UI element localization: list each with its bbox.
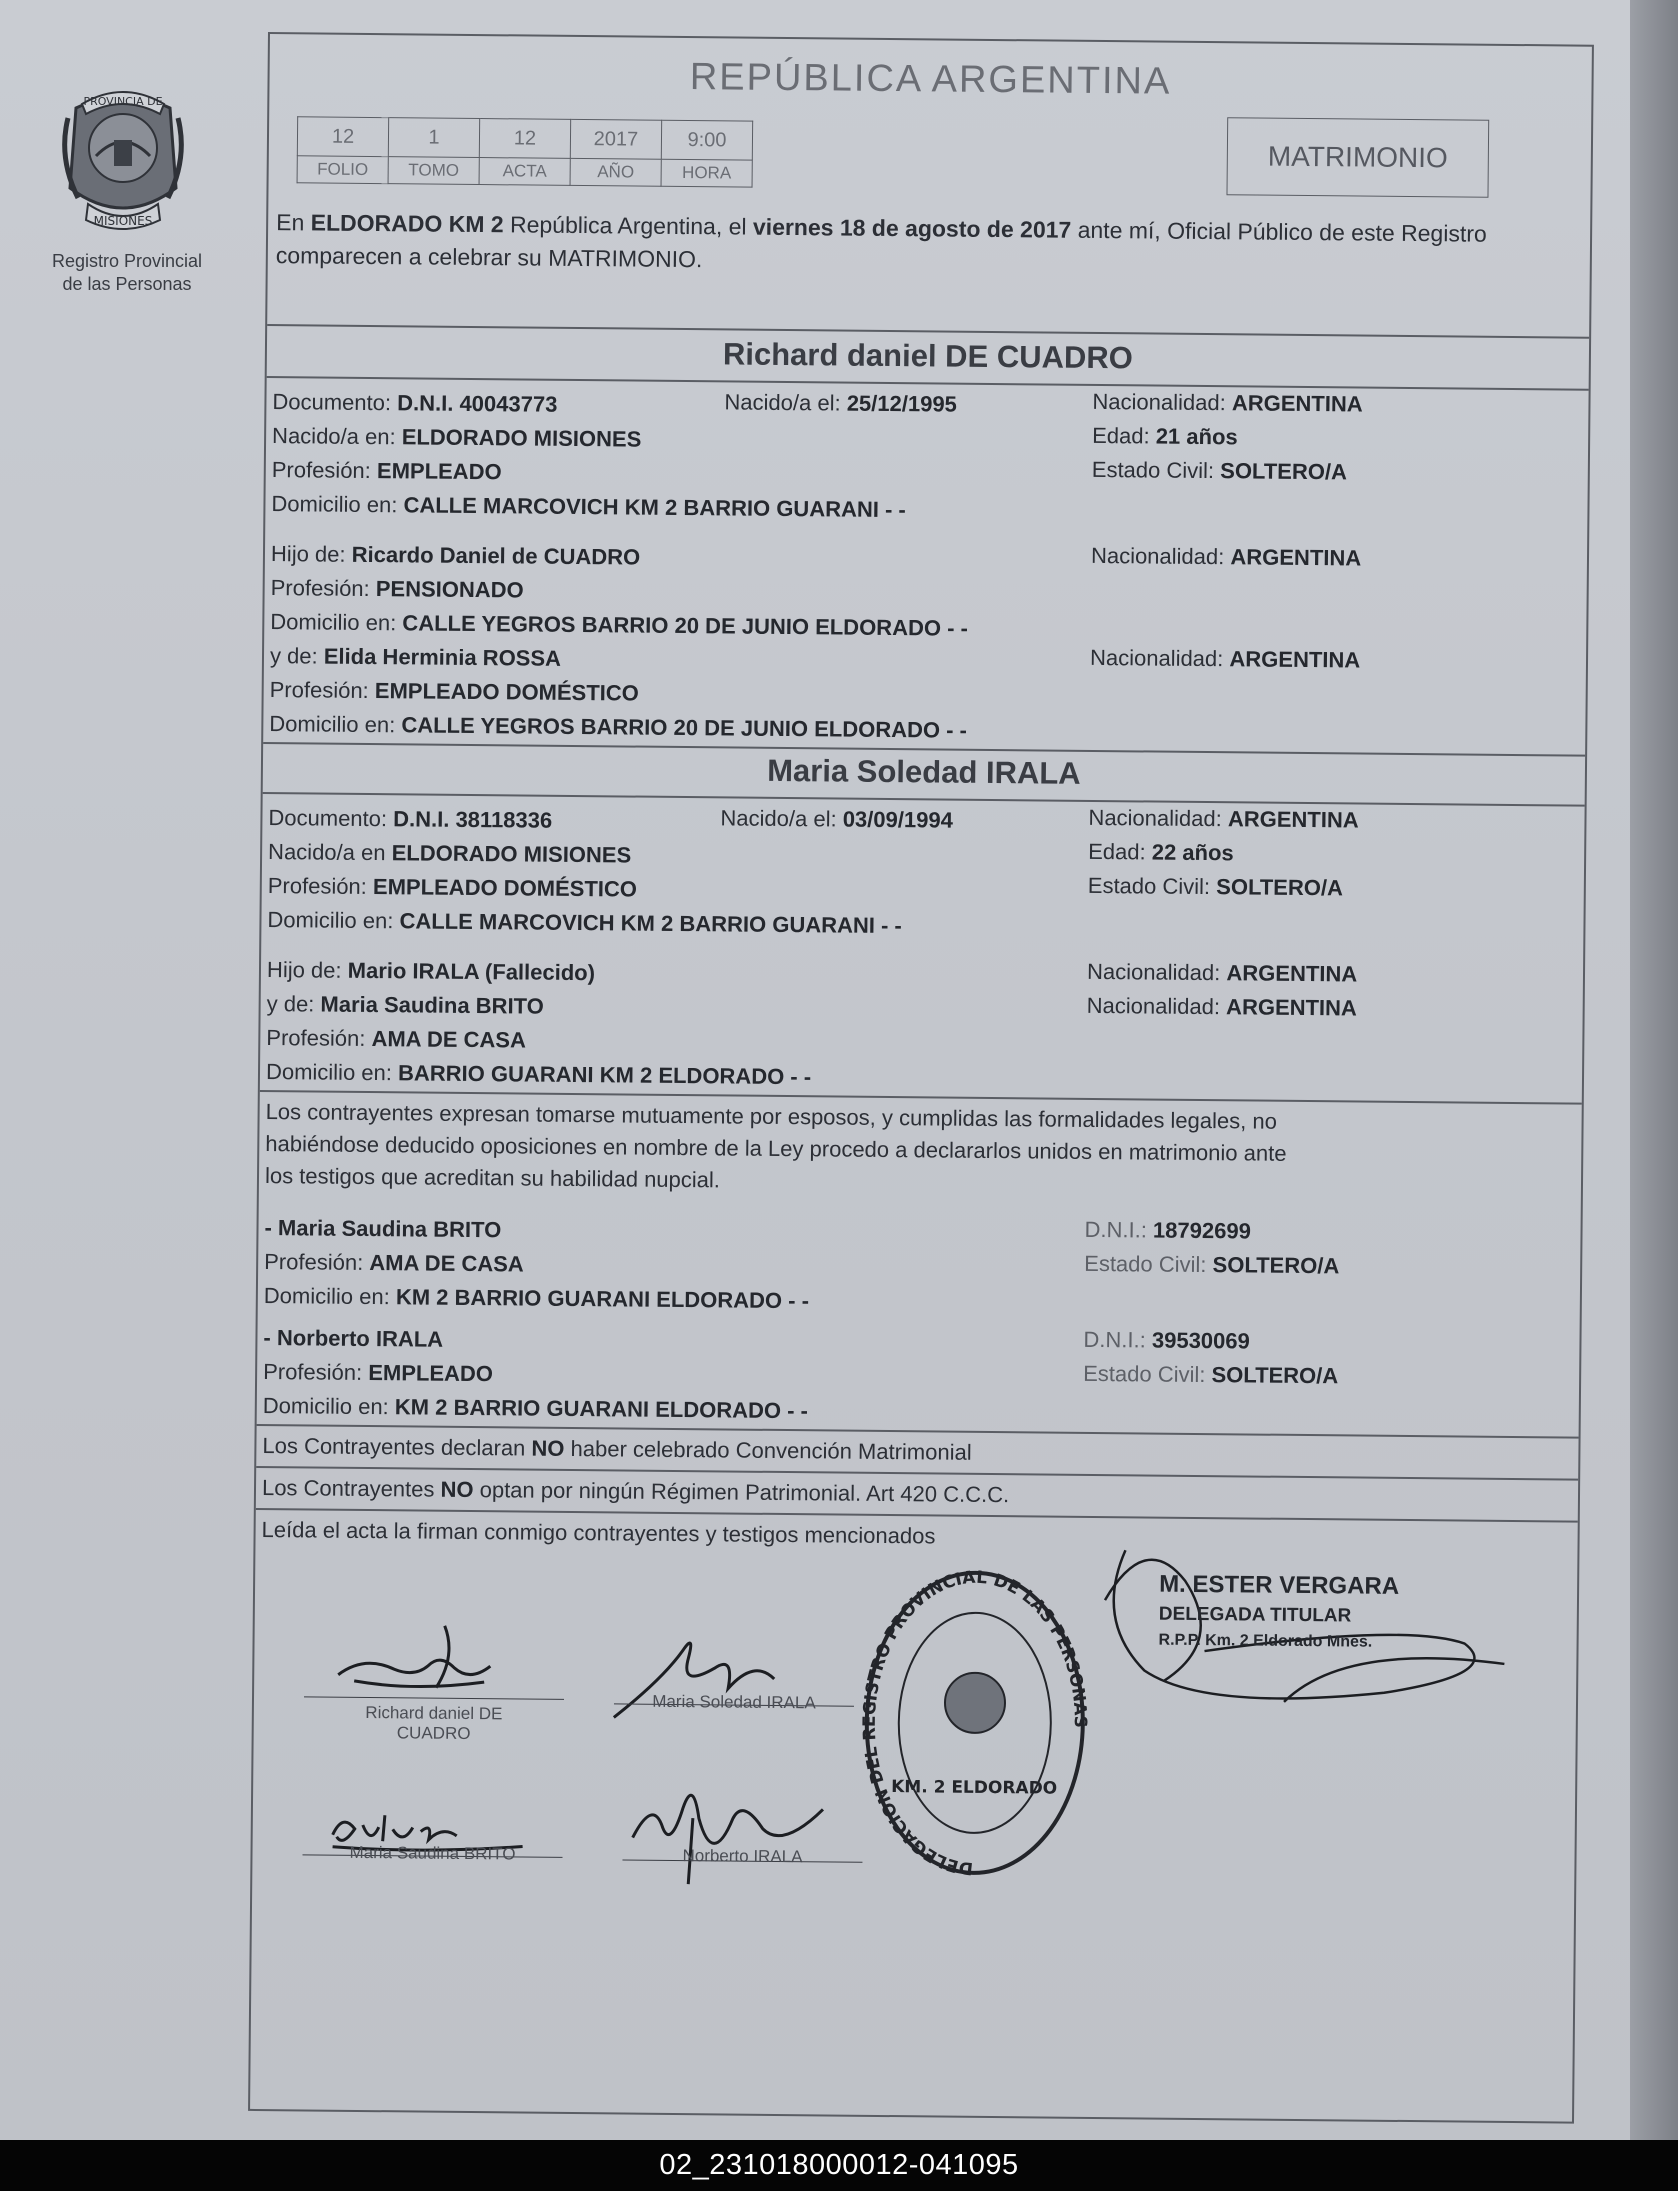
groom-profession: Profesión: EMPLEADO [271,457,502,485]
officer-name: M. ESTER VERGARA [1159,1570,1400,1600]
witness-2-dni: D.N.I.: 39530069 [1083,1326,1250,1354]
bride-mother-profession: Profesión: AMA DE CASA [266,1025,527,1053]
groom-nationality: Nacionalidad: ARGENTINA [1092,388,1363,417]
image-code: 02_231018000012-041095 [659,2149,1019,2181]
svg-text:PROVINCIA DE: PROVINCIA DE [83,95,163,108]
declaration-line-2: habiéndose deducido oposiciones en nombre de la Ley procedo a declararlos unidos en matrimonio ante [265,1131,1287,1166]
bride-profession: Profesión: EMPLEADO DOMÉSTICO [267,873,638,902]
folio-label: FOLIO [297,156,388,184]
place: ELDORADO KM 2 [310,209,504,238]
groom-father-address: Domicilio en: CALLE YEGROS BARRIO 20 DE JUNIO ELDORADO - - [270,609,969,641]
groom-signature-icon [324,1595,505,1707]
witness-2-signature-name: Norberto IRALA [682,1846,803,1867]
marriage-certificate [248,32,1594,2124]
bride-nationality: Nacionalidad: ARGENTINA [1088,804,1359,833]
provincial-seal-icon [48,78,198,238]
officer-stamp [1104,1530,1506,1704]
hour-value: 9:00 [661,120,752,160]
acta-value: 12 [479,119,570,159]
record-reference-table [297,116,754,187]
officer-title: DELEGADA TITULAR [1158,1603,1352,1627]
declaration-line-1: Los contrayentes expresan tomarse mutuamente por esposos, y cumplidas las formalidades legales, no [265,1099,1278,1134]
bride-birthplace: Nacido/a en ELDORADO MISIONES [268,839,632,868]
groom-mother-address: Domicilio en: CALLE YEGROS BARRIO 20 DE JUNIO ELDORADO - - [269,711,968,743]
witness-2-name: - Norberto IRALA [263,1325,444,1352]
intro-paragraph: En ELDORADO KM 2 República Argentina, el viernes 18 de agosto de 2017 ante mí, Oficial Público de este Registro comparecen a celebrar su MATRIMONIO. [275,209,1487,273]
page-edge-shadow [1630,0,1678,2140]
svg-text:DELEGACION DEL REGISTRO PROVIN: DELEGACION DEL REGISTRO PROVINCIAL DE LAS PERSONAS [859,1567,1090,1879]
bride-civil-status: Estado Civil: SOLTERO/A [1087,872,1344,901]
groom-father: Hijo de: Ricardo Daniel de CUADRO [270,541,641,570]
officer-office: R.P.P. Km. 2 Eldorado Mnes. [1158,1631,1373,1651]
document-title: REPÚBLICA ARGENTINA [689,56,1172,103]
svg-text:MISIONES: MISIONES [93,214,153,228]
bride-document: Documento: D.N.I. 38118336 [268,805,553,833]
groom-signature-name: Richard daniel DE CUADRO [365,1703,503,1744]
hour-label: HORA [661,159,752,187]
svg-text:KM. 2 ELDORADO: KM. 2 ELDORADO [891,1777,1058,1799]
bride-mother-nationality: Nacionalidad: ARGENTINA [1086,992,1358,1021]
tomo-label: TOMO [388,157,479,185]
year-label: AÑO [570,158,661,186]
bride-name: Maria Soledad IRALA [767,752,1081,791]
groom-address: Domicilio en: CALLE MARCOVICH KM 2 BARRIO GUARANI - - [271,491,906,523]
declaration-line-3: los testigos que acreditan su habilidad nupcial. [264,1163,721,1193]
groom-civil-status: Estado Civil: SOLTERO/A [1091,456,1348,485]
bride-address: Domicilio en: CALLE MARCOVICH KM 2 BARRIO GUARANI - - [267,907,902,939]
witness-1-address: Domicilio en: KM 2 BARRIO GUARANI ELDORADO - - [263,1283,810,1314]
bride-birth-date: Nacido/a el: 03/09/1994 [720,805,953,833]
document-type-box: MATRIMONIO [1226,117,1489,198]
clause-convention: Los Contrayentes declaran NO haber celebrado Convención Matrimonial [262,1433,972,1465]
groom-father-profession: Profesión: PENSIONADO [270,575,524,603]
witness-1-profession: Profesión: AMA DE CASA [264,1249,524,1277]
closing-statement: Leída el acta la firman conmigo contrayentes y testigos mencionados [261,1517,936,1549]
clause-regime: Los Contrayentes NO optan por ningún Régimen Patrimonial. Art 420 C.C.C. [261,1475,1010,1508]
witness-1-dni: D.N.I.: 18792699 [1084,1216,1251,1244]
groom-mother-nationality: Nacionalidad: ARGENTINA [1089,644,1361,673]
bride-father-nationality: Nacionalidad: ARGENTINA [1086,958,1358,987]
witness-2-signature-icon [622,1757,853,1889]
witness-2-address: Domicilio en: KM 2 BARRIO GUARANI ELDORADO - - [262,1393,809,1424]
bride-age: Edad: 22 años [1088,838,1234,866]
registry-caption: Registro Provincial de las Personas [51,251,203,294]
witness-2-civil-status: Estado Civil: SOLTERO/A [1083,1360,1339,1389]
groom-father-nationality: Nacionalidad: ARGENTINA [1090,542,1362,571]
bride-father: Hijo de: Mario IRALA (Fallecido) [266,957,596,986]
groom-mother-profession: Profesión: EMPLEADO DOMÉSTICO [269,677,639,706]
bride-signature-name: Maria Soledad IRALA [652,1691,816,1713]
witness-1-signature-name: Maria Saudina BRITO [349,1842,516,1864]
folio-value: 12 [297,117,388,157]
bride-mother-address: Domicilio en: BARRIO GUARANI KM 2 ELDORADO - - [265,1059,812,1090]
witness-2-profession: Profesión: EMPLEADO [263,1359,494,1387]
year-value: 2017 [570,119,661,159]
tomo-value: 1 [388,118,479,158]
bride-mother: y de: Maria Saudina BRITO [266,991,544,1019]
acta-label: ACTA [479,158,570,186]
witness-1-name: - Maria Saudina BRITO [264,1215,502,1243]
groom-age: Edad: 21 años [1092,422,1238,450]
groom-birthplace: Nacido/a en: ELDORADO MISIONES [272,423,642,452]
groom-document: Documento: D.N.I. 40043773 [272,389,558,417]
groom-birth-date: Nacido/a el: 25/12/1995 [724,389,957,417]
ceremony-date: viernes 18 de agosto de 2017 [752,213,1072,243]
registry-round-stamp-icon [857,1562,1092,1884]
image-id-footer [0,2140,1678,2191]
groom-name: Richard daniel DE CUADRO [722,336,1134,376]
witness-1-civil-status: Estado Civil: SOLTERO/A [1084,1250,1340,1279]
groom-mother: y de: Elida Herminia ROSSA [269,643,562,671]
